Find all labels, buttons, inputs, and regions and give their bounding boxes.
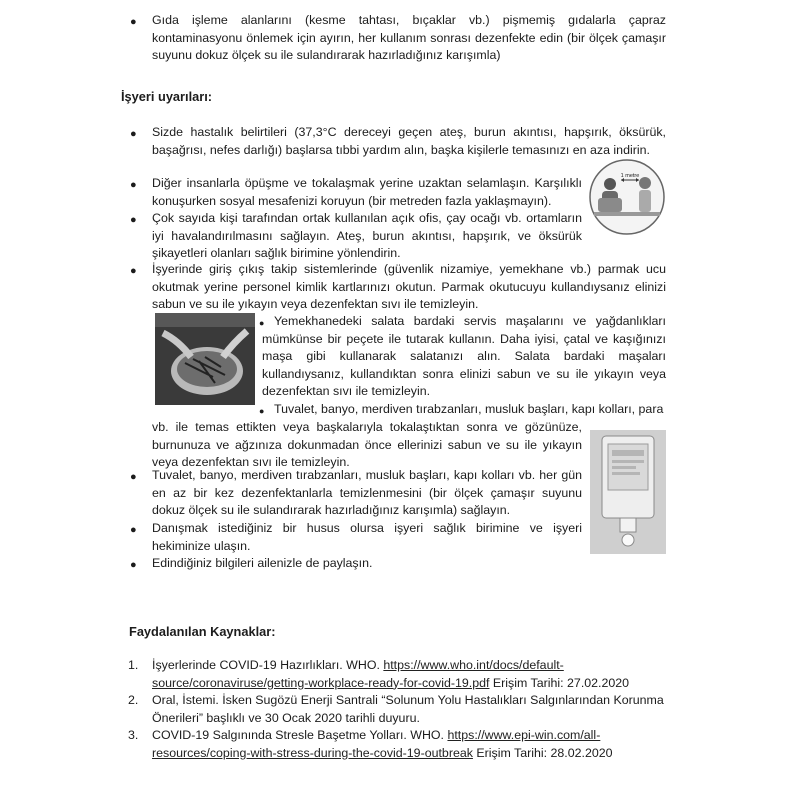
source-link-3[interactable]: https://www.epi-win.com/all-resources/coping-with-stress-during-the-covid-19-outbreak [152, 728, 601, 760]
dispenser-photo [590, 430, 666, 554]
bullet-dot: ● [130, 559, 137, 571]
bullet-fingerprint: İşyerinde giriş çıkış takip sistemlerinde (güvenlik nizamiye, yemekhane vb.) parmak ucu okutmak yerine personel kimlik kartlarınızı okutun. Parmak okutucuyu kullandıysanız elinizi sabun ve su ile yıkayın veya dezenfektan sıvı ile temizleyin. [152, 262, 666, 311]
bullet-greeting: Diğer insanlarla öpüşme ve tokalaşmak yerine uzaktan selamlaşın. Karşılıklı konuşurken sosyal mesafenizi koruyun (bir metreden fazla yaklaşmayın). [152, 176, 582, 208]
bullet-salad-bar: Yemekhanedeki salata bardaki servis maşalarını ve yağdanlıkları mümkünse bir peçete ile tutarak kullanın. Daha iyisi, çatal ve kaşığınızı maşa gibi kullanarak salatanızı alın. Salata bardaki maşaları kullandıysanız, kullandıktan sonra elinizi sabun ve su ile yıkayın veya dezenfektan sıvı ile temizleyin. [262, 314, 666, 398]
bullet-symptoms: Sizde hastalık belirtileri (37,3°C dereceyi geçen ateş, burun akıntısı, hapşırık, öksürük, başağrısı, nefes darlığı) başlarsa tıbbi yardım alın, başka kişilerle temasınızı en aza indirin. [152, 125, 666, 157]
source-access-date: Erişim Tarihi: 27.02.2020 [489, 675, 630, 690]
salad-bar-photo [155, 313, 255, 405]
source-number: 3. [128, 728, 139, 742]
source-number: 2. [128, 693, 139, 707]
source-item-1 [152, 657, 672, 692]
source-link-1[interactable]: https://www.who.int/docs/default-source/coronaviruse/getting-workplace-ready-for-covid-19.pdf [152, 658, 564, 690]
top-bullet-text: Gıda işleme alanlarını (kesme tahtası, bıçaklar vb.) pişmemiş gıdalarla çapraz kontaminasyonu önlemek için ayırın, her kullanım sonrası dezenfekte edin (bir ölçek çamaşır suyunu dokuz ölçek su ile sulandırarak hazırladığınız karışımla) [152, 13, 666, 62]
source-item-3 [152, 727, 672, 762]
social-distance-illustration [588, 158, 666, 236]
source-item-2: Oral, İstemi. İsken Sugözü Enerji Santrali “Solunum Yolu Hastalıkları Salgınlarından Korunma Önerileri” başlıklı ve 30 Ocak 2020 tarihli duyuru. [152, 693, 664, 725]
bullet-dot: ● [130, 214, 137, 226]
bullet-dot: ● [130, 16, 137, 28]
bullet-hand-wash-first-line: Tuvalet, banyo, merdiven tırabzanları, musluk başları, kapı kolları, para [274, 402, 664, 416]
source-number: 1. [128, 658, 139, 672]
bullet-ventilation: Çok sayıda kişi tarafından ortak kullanılan açık ofis, çay ocağı vb. ortamların iyi havalandırılmasını sağlayın. Ateş, burun akıntısı, hapşırık, ve öksürük şikayetleri olanları sağlık birimine yönlendirin. [152, 211, 582, 260]
sources-heading: Faydalanılan Kaynaklar: [129, 624, 276, 639]
bullet-dot: ● [130, 524, 137, 536]
section-heading: İşyeri uyarıları: [121, 89, 213, 104]
source-text: COVID-19 Salgınında Stresle Başetme Yolları. WHO. [152, 728, 448, 742]
source-text: İşyerlerinde COVID-19 Hazırlıkları. WHO. [152, 658, 384, 672]
bullet-hand-wash: vb. ile temas ettikten veya başkalarıyla tokalaştıktan sonra ve gözünüze, burnunuza ve ağzınıza dokunmadan önce ellerinizi sabun ve su ile yıkayın veya dezenfektan sıvı ile temizleyin. [152, 420, 582, 469]
bullet-dot: ● [130, 128, 137, 140]
illustration-label: 1 metre [620, 173, 640, 179]
source-access-date: Erişim Tarihi: 28.02.2020 [472, 745, 613, 760]
bullet-dot: ● [130, 265, 137, 277]
bullet-dot: ● [259, 406, 265, 416]
bullet-dot: ● [130, 471, 137, 483]
bullet-cleaning: Tuvalet, banyo, merdiven tırabzanları, musluk başları, kapı kolları vb. her gün en az bir kez dezenfektanlarla temizlenmesini (bir ölçek çamaşır suyunu dokuz ölçek su ile sulandırarak hazırladığınız karışımla) sağlayın. [152, 468, 582, 517]
bullet-family: Edindiğiniz bilgileri ailenizle de paylaşın. [152, 556, 373, 570]
bullet-dot: ● [259, 318, 265, 328]
bullet-dot: ● [130, 179, 137, 191]
bullet-health-unit: Danışmak istediğiniz bir husus olursa işyeri sağlık birimine ve işyeri hekiminize ulaşın. [152, 521, 582, 553]
